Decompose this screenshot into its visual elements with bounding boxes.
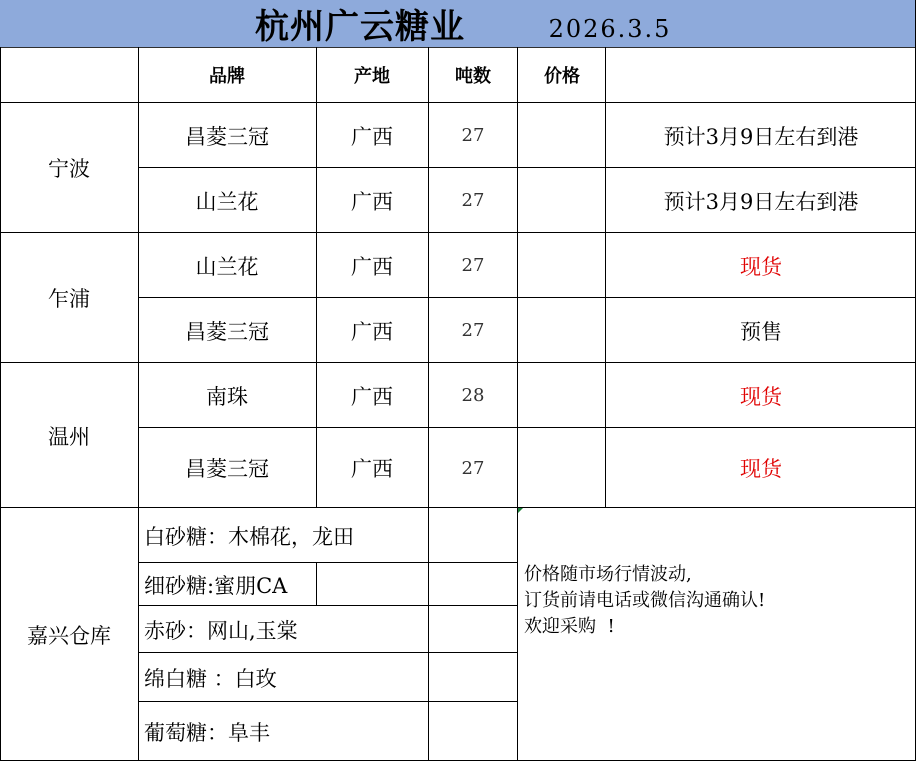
status-cell: 现货 xyxy=(740,254,782,279)
brand-cell: 南珠 xyxy=(206,384,248,409)
grid-line xyxy=(138,297,916,298)
warehouse-item: 绵白糖 ：白玫 xyxy=(144,666,277,691)
brand-cell: 昌菱三冠 xyxy=(185,457,269,481)
status-cell: 现货 xyxy=(740,457,782,481)
tons-cell: 27 xyxy=(461,320,485,341)
warehouse-item: 细砂糖:蜜朋CA xyxy=(144,573,288,598)
price-cell xyxy=(518,298,606,363)
status-cell: 预计3月9日左右到港 xyxy=(663,124,859,149)
col-header-brand: 品牌 xyxy=(209,66,245,87)
col-header-tons: 吨数 xyxy=(455,66,491,87)
grid-line xyxy=(316,47,317,508)
status-cell: 现货 xyxy=(740,384,782,409)
notice-line: 价格随市场行情波动, xyxy=(524,564,692,585)
warehouse-item: 白砂糖：木棉花，龙田 xyxy=(144,524,354,549)
company-title: 杭州广云糖业 xyxy=(255,7,465,47)
grid-line xyxy=(517,47,518,761)
tons-cell: 27 xyxy=(461,125,485,146)
grid-line xyxy=(138,47,139,761)
brand-cell: 昌菱三冠 xyxy=(185,319,269,344)
grid-line xyxy=(138,562,518,563)
grid-line xyxy=(138,427,916,428)
warehouse-item: 赤砂：网山,玉棠 xyxy=(144,618,298,643)
warehouse-item: 葡萄糖：阜丰 xyxy=(144,720,270,745)
notice-line: 订货前请电话或微信沟通确认! xyxy=(524,590,766,611)
price-cell xyxy=(518,233,606,298)
price-cell xyxy=(518,103,606,168)
sheet-date: 2026.3.5 xyxy=(548,15,672,43)
region-label: 温州 xyxy=(48,424,90,449)
tons-cell: 27 xyxy=(461,190,485,211)
grid-line xyxy=(138,605,518,606)
origin-cell: 广西 xyxy=(351,457,393,481)
grid-line xyxy=(428,47,429,761)
tons-cell: 28 xyxy=(461,385,485,406)
warehouse-label: 嘉兴仓库 xyxy=(27,623,111,648)
origin-cell: 广西 xyxy=(351,124,393,149)
grid-line xyxy=(316,562,317,606)
status-cell: 预计3月9日左右到港 xyxy=(663,189,859,214)
status-cell: 预售 xyxy=(740,319,782,344)
grid-line xyxy=(0,47,1,761)
grid-line xyxy=(138,701,518,702)
price-cell xyxy=(518,363,606,428)
origin-cell: 广西 xyxy=(351,189,393,214)
col-header-origin: 产地 xyxy=(354,66,390,87)
price-cell xyxy=(518,168,606,233)
origin-cell: 广西 xyxy=(351,254,393,279)
col-header-price: 价格 xyxy=(544,66,580,87)
tons-cell: 27 xyxy=(461,457,485,479)
tons-cell: 27 xyxy=(461,255,485,276)
brand-cell: 山兰花 xyxy=(195,254,259,279)
price-cell xyxy=(518,428,606,508)
grid-line xyxy=(138,167,916,168)
origin-cell: 广西 xyxy=(351,384,393,409)
region-label: 宁波 xyxy=(48,157,90,181)
origin-cell: 广西 xyxy=(351,319,393,344)
region-label: 乍浦 xyxy=(48,287,90,311)
brand-cell: 昌菱三冠 xyxy=(185,124,269,149)
brand-cell: 山兰花 xyxy=(195,189,259,214)
grid-line xyxy=(138,652,518,653)
grid-line xyxy=(605,47,606,508)
notice-line: 欢迎采购 ! xyxy=(524,616,615,637)
